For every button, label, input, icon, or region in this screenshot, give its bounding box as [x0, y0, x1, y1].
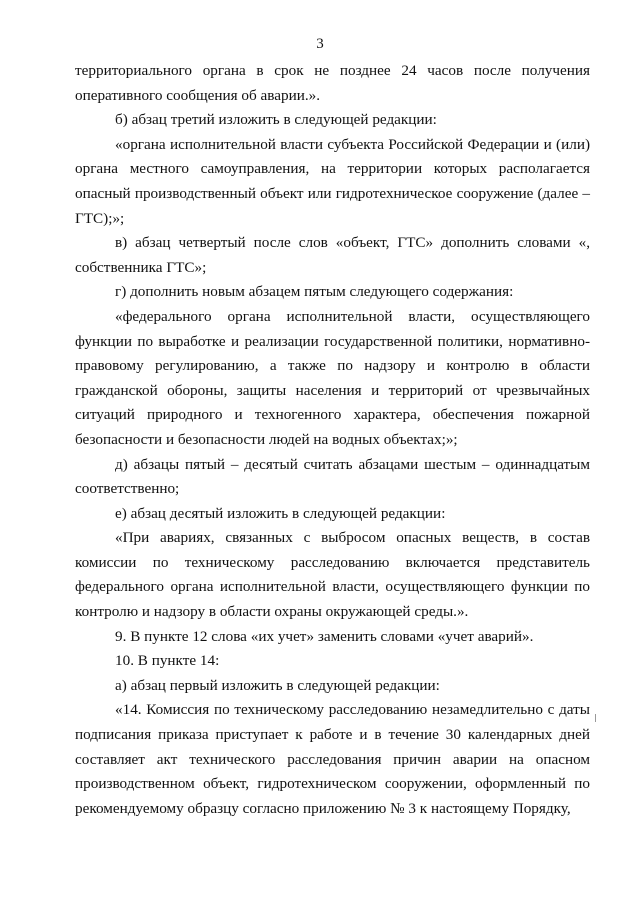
paragraph-quote-accidents: «При авариях, связанных с выбросом опасных веществ, в состав комиссии по техническому расследованию включается представитель федерального органа исполнительной власти, осуществляющего функции по контролю и надзору в области охраны окружающей среды.». — [75, 529, 590, 621]
paragraph-quote-14: «14. Комиссия по техническому расследованию незамедлительно с даты подписания приказа приступает к работе и в течение 30 календарных дней составляет акт технического расследования причин аварии на опасном производственном объект, гидротехническом сооружении, оформленный по рекомендуемому образцу согласно приложению № 3 к настоящему Порядку, — [75, 701, 590, 817]
paragraph-9: 9. В пункте 12 слова «их учет» заменить словами «учет аварий». — [115, 627, 534, 645]
paragraph-continuation: территориального органа в срок не позднее 24 часов после получения оперативного сообщения об аварии.». — [75, 62, 590, 104]
scan-mark — [595, 714, 596, 722]
document-body — [75, 59, 590, 821]
paragraph-b: б) абзац третий изложить в следующей редакции: — [115, 111, 437, 129]
paragraph-a: а) абзац первый изложить в следующей редакции: — [115, 676, 440, 694]
paragraph-d: д) абзацы пятый – десятый считать абзацами шестым – одиннадцатым соответственно; — [75, 455, 590, 498]
paragraph-quote-organ: «органа исполнительной власти субъекта Российской Федерации и (или) органа местного самоуправления, на территории которых располагается опасный производственный объект или гидротехническое сооружение (далее – ГТС);»; — [75, 135, 590, 227]
paragraph-v: в) абзац четвертый после слов «объект, ГТС» дополнить словами «, собственника ГТС»; — [75, 234, 590, 276]
paragraph-e: е) абзац десятый изложить в следующей редакции: — [115, 504, 446, 522]
paragraph-10: 10. В пункте 14: — [115, 652, 220, 670]
paragraph-quote-federal: «федерального органа исполнительной власти, осуществляющего функции по выработке и реализации государственной политики, нормативно-правовому регулированию, а также по надзору и контролю в области гражданской обороны, защиты населения и территорий от чрезвычайных ситуаций природного и техногенного характера, обеспечения пожарной безопасности и безопасности людей на водных объектах;»; — [75, 307, 590, 448]
page-number: 3 — [316, 36, 324, 52]
paragraph-g: г) дополнить новым абзацем пятым следующего содержания: — [115, 283, 514, 301]
